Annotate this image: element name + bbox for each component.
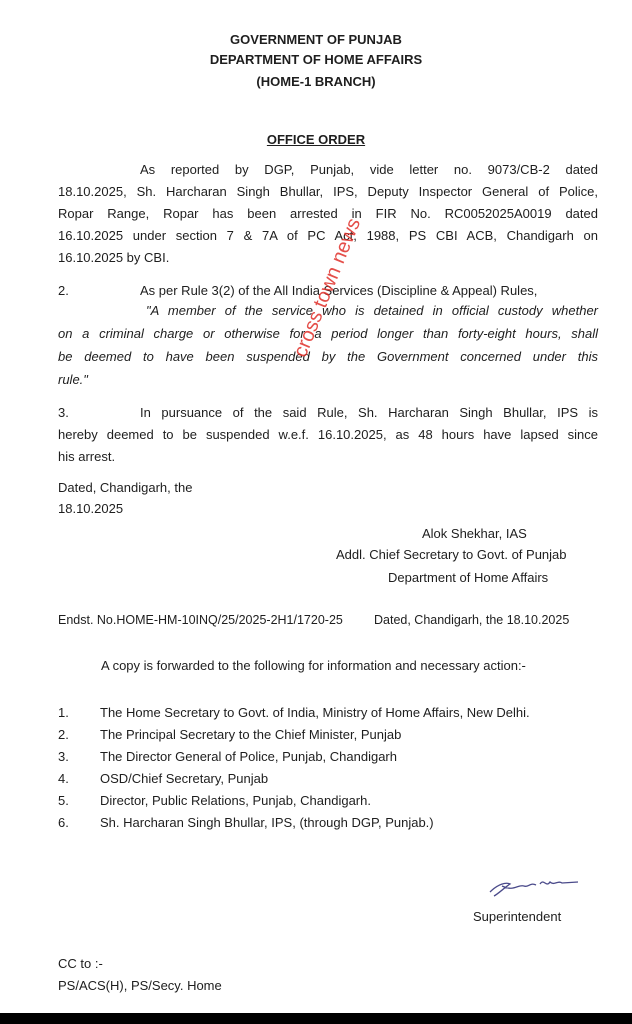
para1-line: As reported by DGP, Punjab, vide letter no. 9073/CB-2 dated <box>140 162 598 177</box>
dated-date: 18.10.2025 <box>58 501 124 516</box>
superintendent-title: Superintendent <box>473 909 562 924</box>
endorsement-number: Endst. No.HOME-HM-10INQ/25/2025-2H1/1720-25 <box>58 613 343 627</box>
bottom-black-bar <box>0 1013 632 1024</box>
para1-line: 16.10.2025 by CBI. <box>58 250 170 265</box>
document-title: OFFICE ORDER <box>266 132 366 147</box>
para1-line: 18.10.2025, Sh. Harcharan Singh Bhullar, IPS, Deputy Inspector General of Police, <box>58 184 598 199</box>
header-department: DEPARTMENT OF HOME AFFAIRS <box>209 52 423 67</box>
para3-line: his arrest. <box>58 449 116 464</box>
para2-line: As per Rule 3(2) of the All India Services (Discipline & Appeal) Rules, <box>140 283 538 298</box>
endorsement-date: Dated, Chandigarh, the 18.10.2025 <box>374 613 570 627</box>
para3-line: In pursuance of the said Rule, Sh. Harcharan Singh Bhullar, IPS is <box>140 405 598 420</box>
cc-label: CC to :- <box>58 956 103 971</box>
watermark: cross town news <box>289 215 366 361</box>
para1-line: 16.10.2025 under section 7 & 7A of PC Act, 1988, PS CBI ACB, Chandigarh on <box>58 228 598 243</box>
quote-line: "A member of the service who is detained in official custody whether <box>146 303 598 318</box>
quote-line: rule." <box>58 372 88 387</box>
cc-recipients: PS/ACS(H), PS/Secy. Home <box>58 978 222 993</box>
handwritten-signature <box>484 874 580 900</box>
para3-number: 3. <box>58 405 69 420</box>
header-government: GOVERNMENT OF PUNJAB <box>230 32 402 47</box>
para1-line: Ropar Range, Ropar has been arrested in FIR No. RC0052025A0019 dated <box>58 206 598 221</box>
dated-place: Dated, Chandigarh, the <box>58 480 193 495</box>
quote-line: on a criminal charge or otherwise for a period longer than forty-eight hours, shall <box>58 326 598 341</box>
header-branch: (HOME-1 BRANCH) <box>256 74 376 89</box>
signatory-department: Department of Home Affairs <box>388 570 549 585</box>
signatory-name: Alok Shekhar, IAS <box>422 526 527 541</box>
office-order-document: GOVERNMENT OF PUNJAB DEPARTMENT OF HOME AFFAIRS (HOME-1 BRANCH) OFFICE ORDER As reported by DGP, Punjab, vide letter no. 9073/CB-2 dated 18.10.2025, Sh. Harcharan Singh Bhullar, IPS, Deputy Inspector General of Police, Ropar Range, Ropar has been arrested in FIR No. RC0052025A0019 dated 16.10.2025 under section 7 & 7A of PC Act, 1988, PS CBI ACB, Chandigarh on 16.10.2025 by CBI. 2. As per Rule 3(2) of the All India Services (Discipline & Appeal) Rules, "A member of the service who is detained in official custody whether on a criminal charge or otherwise for a period longer than forty-eight hours, shall be deemed to have been suspended by the Government concerned under this rule." 3. In pursuance of the said Rule, Sh. Harcharan Singh Bhullar, IPS is hereby deemed to be suspended w.e.f. 16.10.2025, as 48 hours have lapsed since his arrest. Dated, Chandigarh, the 18.10.2025 Alok Shekhar, IAS Addl. Chief Secretary to Govt. of Punjab Department of Home Affairs Endst. No.HOME-HM-10INQ/25/2025-2H1/1720-25 Dated, Chandigarh, the 18.10.2025 A copy is forwarded to the following for information and necessary action:- 1. The Home Secretary to Govt. of India, Ministry of Home Affairs, New Delhi. 2. The Principal Secretary to the Chief Minister, Punjab 3. The Director General of Police, Punjab, Chandigarh 4. OSD/Chief Secretary, Punjab 5. Director, Public Relations, Punjab, Chandigarh. 6. Sh. Harcharan Singh Bhullar, IPS, (through DGP, Punjab.) Superintendent CC to :- PS/ACS(H), PS/Secy. Home cross town news <box>0 0 632 1024</box>
para2-number: 2. <box>58 283 69 298</box>
para3-line: hereby deemed to be suspended w.e.f. 16.10.2025, as 48 hours have lapsed since <box>58 427 598 442</box>
copy-intro: A copy is forwarded to the following for information and necessary action:- <box>101 658 526 673</box>
quote-line: be deemed to have been suspended by the Government concerned under this <box>58 349 598 364</box>
signatory-designation: Addl. Chief Secretary to Govt. of Punjab <box>336 547 567 562</box>
